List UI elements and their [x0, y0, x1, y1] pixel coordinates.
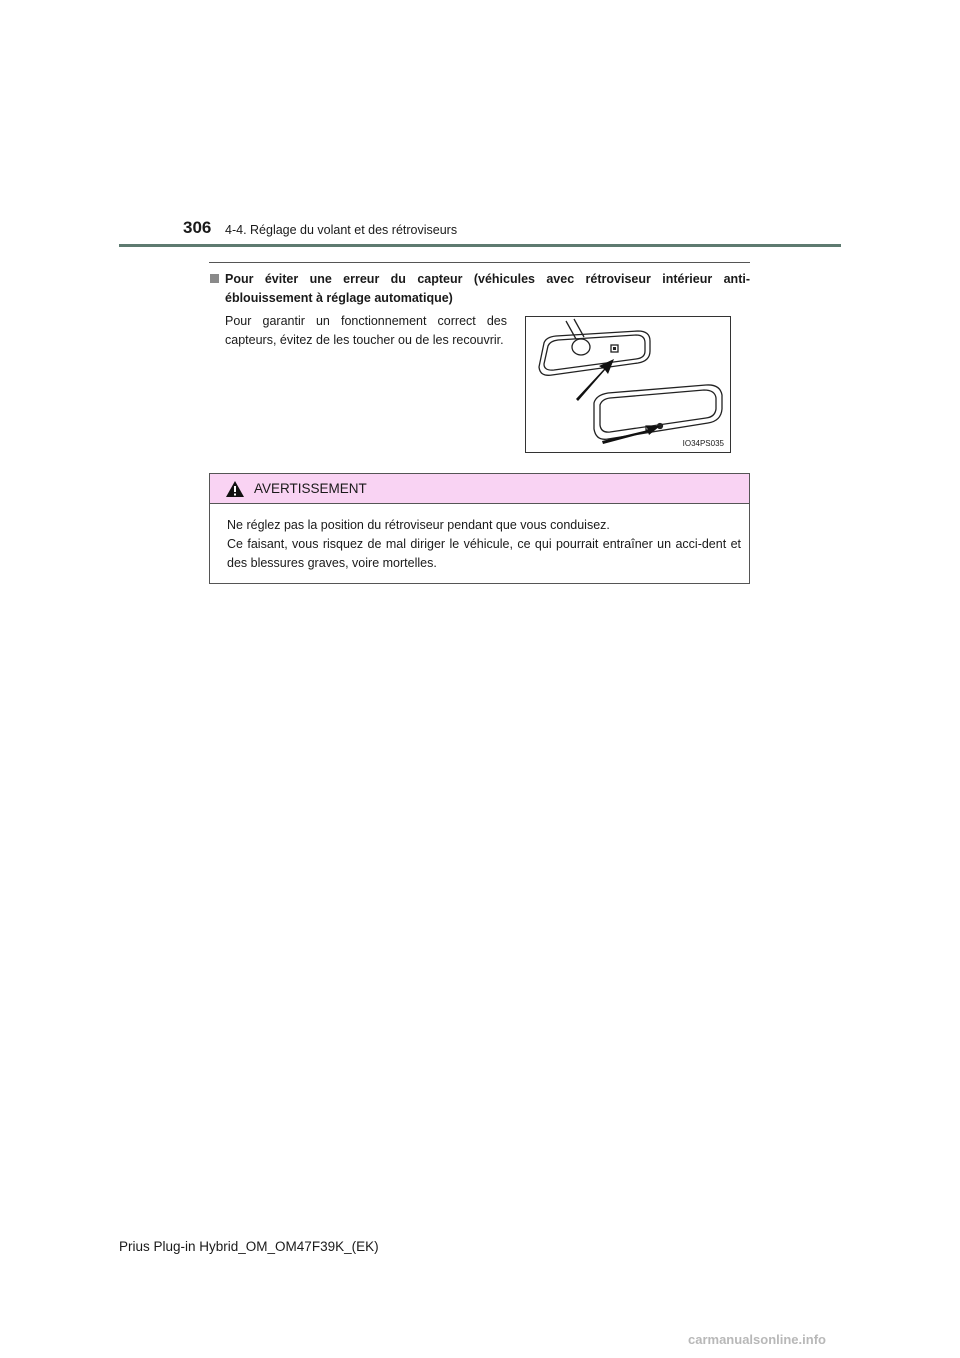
warning-header [210, 474, 749, 504]
heading-line-2: éblouissement à réglage automatique) [225, 291, 453, 305]
section-divider [209, 262, 750, 263]
document-id: Prius Plug-in Hybrid_OM_OM47F39K_(EK) [119, 1239, 379, 1254]
header-divider [119, 244, 841, 247]
warning-line-1: Ne réglez pas la position du rétroviseur pendant que vous conduisez. [227, 518, 610, 532]
rearview-mirror-icon [526, 317, 732, 454]
page-number: 306 [183, 218, 212, 237]
figure-code: IO34PS035 [682, 439, 724, 448]
section-body: Pour garantir un fonctionnement correct des capteurs, évitez de les toucher ou de les recouvrir. [225, 314, 507, 347]
section-heading [210, 270, 750, 308]
mirror-sensor-illustration [525, 316, 731, 453]
heading-text-1: Pour éviter une erreur du capteur (véhicules avec rétroviseur intérieur anti- [225, 272, 750, 286]
warning-triangle-icon [225, 480, 245, 498]
warning-body [227, 516, 741, 573]
watermark: carmanualsonline.info [688, 1332, 826, 1347]
heading-line-1 [210, 270, 750, 289]
warning-box [209, 473, 750, 584]
square-bullet-icon [210, 274, 219, 283]
warning-line-2: Ce faisant, vous risquez de mal diriger le véhicule, ce qui pourrait entraîner un acci-dent et des blessures graves, voire mortelles. [227, 537, 741, 570]
warning-title: AVERTISSEMENT [254, 481, 367, 496]
section-title: 4-4. Réglage du volant et des rétroviseurs [225, 223, 458, 237]
